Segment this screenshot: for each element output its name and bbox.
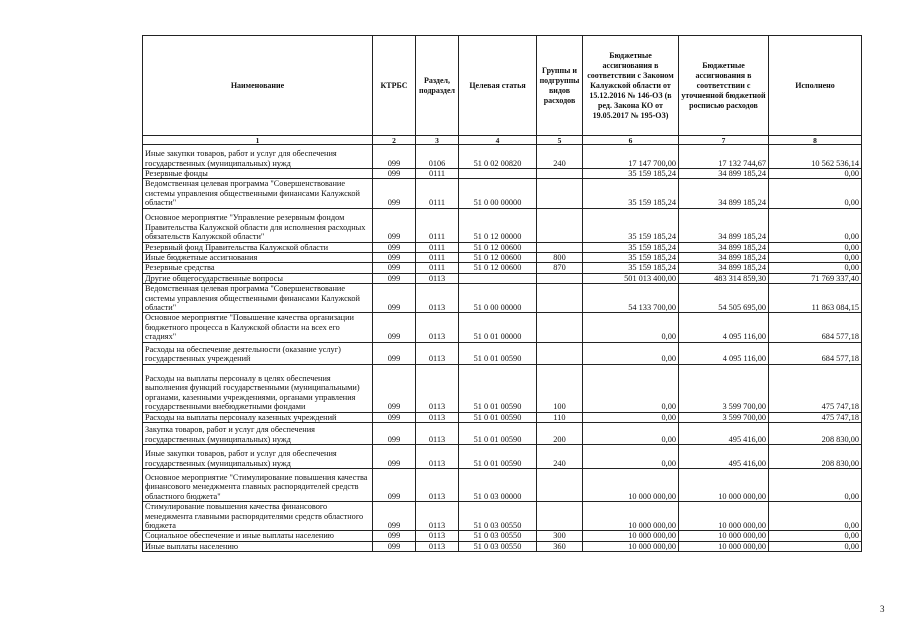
row-executed-amount: 0,00 xyxy=(769,242,862,252)
table-row xyxy=(143,253,862,263)
header-num-6: 6 xyxy=(583,136,679,145)
row-refined-amount: 4 095 116,00 xyxy=(679,342,769,364)
row-refined-amount: 34 899 185,24 xyxy=(679,242,769,252)
table-row xyxy=(143,541,862,551)
row-target: 51 0 03 00550 xyxy=(459,541,537,551)
row-target: 51 0 00 00000 xyxy=(459,284,537,313)
budget-table-container xyxy=(142,35,862,552)
row-refined-amount: 495 416,00 xyxy=(679,423,769,445)
row-name: Иные бюджетные ассигнования xyxy=(143,253,373,263)
page-number: 3 xyxy=(880,604,885,614)
table-row xyxy=(143,273,862,283)
table-row xyxy=(143,423,862,445)
row-section: 0111 xyxy=(416,179,459,208)
row-executed-amount: 0,00 xyxy=(769,502,862,531)
row-section: 0113 xyxy=(416,445,459,469)
row-group xyxy=(537,469,583,502)
row-executed-amount: 0,00 xyxy=(769,531,862,541)
row-refined-amount: 3 599 700,00 xyxy=(679,364,769,412)
row-group: 360 xyxy=(537,541,583,551)
row-law-amount: 10 000 000,00 xyxy=(583,469,679,502)
row-executed-amount: 0,00 xyxy=(769,253,862,263)
row-law-amount: 10 000 000,00 xyxy=(583,531,679,541)
row-ktrbs: 099 xyxy=(373,169,416,179)
table-row xyxy=(143,364,862,412)
row-group: 300 xyxy=(537,531,583,541)
table-row xyxy=(143,284,862,313)
row-group xyxy=(537,179,583,208)
row-refined-amount: 495 416,00 xyxy=(679,445,769,469)
row-refined-amount: 54 505 695,00 xyxy=(679,284,769,313)
table-row xyxy=(143,313,862,342)
table-row xyxy=(143,179,862,208)
row-refined-amount: 34 899 185,24 xyxy=(679,169,769,179)
table-body xyxy=(143,145,862,552)
table-row xyxy=(143,242,862,252)
row-law-amount: 501 013 400,00 xyxy=(583,273,679,283)
row-executed-amount: 208 830,00 xyxy=(769,423,862,445)
table-row xyxy=(143,145,862,169)
table-row xyxy=(143,263,862,273)
row-group xyxy=(537,273,583,283)
row-name: Закупка товаров, работ и услуг для обеспечения государственных (муниципальных) нужд xyxy=(143,423,373,445)
row-target xyxy=(459,273,537,283)
row-ktrbs: 099 xyxy=(373,263,416,273)
row-refined-amount: 483 314 859,30 xyxy=(679,273,769,283)
row-executed-amount: 0,00 xyxy=(769,263,862,273)
row-group xyxy=(537,342,583,364)
row-section: 0111 xyxy=(416,169,459,179)
table-row xyxy=(143,412,862,422)
row-ktrbs: 099 xyxy=(373,445,416,469)
row-executed-amount: 475 747,18 xyxy=(769,364,862,412)
header-section: Раздел, подраздел xyxy=(416,36,459,136)
row-ktrbs: 099 xyxy=(373,364,416,412)
row-ktrbs: 099 xyxy=(373,342,416,364)
row-name: Другие общегосударственные вопросы xyxy=(143,273,373,283)
row-target: 51 0 01 00590 xyxy=(459,423,537,445)
row-section: 0113 xyxy=(416,423,459,445)
row-refined-amount: 4 095 116,00 xyxy=(679,313,769,342)
row-ktrbs: 099 xyxy=(373,541,416,551)
row-ktrbs: 099 xyxy=(373,242,416,252)
row-target xyxy=(459,169,537,179)
row-refined-amount: 10 000 000,00 xyxy=(679,469,769,502)
row-target: 51 0 02 00820 xyxy=(459,145,537,169)
row-name: Резервные средства xyxy=(143,263,373,273)
row-group: 800 xyxy=(537,253,583,263)
row-refined-amount: 34 899 185,24 xyxy=(679,179,769,208)
row-ktrbs: 099 xyxy=(373,502,416,531)
row-group xyxy=(537,208,583,242)
row-name: Ведомственная целевая программа "Совершенствование системы управления общественными финансами Калужской области" xyxy=(143,179,373,208)
row-target: 51 0 01 00590 xyxy=(459,364,537,412)
row-section: 0113 xyxy=(416,469,459,502)
row-law-amount: 54 133 700,00 xyxy=(583,284,679,313)
row-law-amount: 0,00 xyxy=(583,364,679,412)
row-target: 51 0 03 00550 xyxy=(459,531,537,541)
row-executed-amount: 684 577,18 xyxy=(769,313,862,342)
row-law-amount: 35 159 185,24 xyxy=(583,179,679,208)
table-row xyxy=(143,208,862,242)
row-refined-amount: 10 000 000,00 xyxy=(679,531,769,541)
row-group: 200 xyxy=(537,423,583,445)
row-ktrbs: 099 xyxy=(373,423,416,445)
row-section: 0113 xyxy=(416,531,459,541)
row-executed-amount: 684 577,18 xyxy=(769,342,862,364)
row-law-amount: 0,00 xyxy=(583,313,679,342)
header-num-2: 2 xyxy=(373,136,416,145)
row-group xyxy=(537,242,583,252)
header-name: Наименование xyxy=(143,36,373,136)
row-name: Основное мероприятие "Стимулирование повышения качества финансового менеджмента главных распорядителей средств областного бюджета" xyxy=(143,469,373,502)
header-num-8: 8 xyxy=(769,136,862,145)
row-executed-amount: 0,00 xyxy=(769,541,862,551)
row-section: 0111 xyxy=(416,263,459,273)
row-target: 51 0 01 00590 xyxy=(459,445,537,469)
row-refined-amount: 17 132 744,67 xyxy=(679,145,769,169)
table-row xyxy=(143,531,862,541)
row-ktrbs: 099 xyxy=(373,531,416,541)
row-law-amount: 35 159 185,24 xyxy=(583,242,679,252)
row-target: 51 0 12 00600 xyxy=(459,242,537,252)
row-section: 0113 xyxy=(416,502,459,531)
row-section: 0106 xyxy=(416,145,459,169)
row-refined-amount: 34 899 185,24 xyxy=(679,208,769,242)
row-law-amount: 17 147 700,00 xyxy=(583,145,679,169)
row-name: Резервные фонды xyxy=(143,169,373,179)
row-law-amount: 0,00 xyxy=(583,412,679,422)
row-executed-amount: 0,00 xyxy=(769,179,862,208)
header-law-assignments: Бюджетные ассигнования в соответствии с Законом Калужской области от 15.12.2016 № 146-ОЗ (в ред. Закона КО от 19.05.2017 № 195-ОЗ) xyxy=(583,36,679,136)
budget-table xyxy=(142,35,862,552)
table-row xyxy=(143,169,862,179)
table-row xyxy=(143,445,862,469)
table-row xyxy=(143,469,862,502)
row-name: Иные закупки товаров, работ и услуг для обеспечения государственных (муниципальных) нужд xyxy=(143,445,373,469)
row-name: Социальное обеспечение и иные выплаты населению xyxy=(143,531,373,541)
header-num-1: 1 xyxy=(143,136,373,145)
row-target: 51 0 00 00000 xyxy=(459,179,537,208)
row-executed-amount: 71 769 337,40 xyxy=(769,273,862,283)
row-target: 51 0 12 00000 xyxy=(459,208,537,242)
row-law-amount: 35 159 185,24 xyxy=(583,263,679,273)
row-group: 870 xyxy=(537,263,583,273)
row-section: 0111 xyxy=(416,253,459,263)
row-name: Иные выплаты населению xyxy=(143,541,373,551)
row-name: Иные закупки товаров, работ и услуг для обеспечения государственных (муниципальных) нужд xyxy=(143,145,373,169)
row-target: 51 0 12 00600 xyxy=(459,263,537,273)
row-section: 0113 xyxy=(416,412,459,422)
row-section: 0113 xyxy=(416,364,459,412)
row-executed-amount: 475 747,18 xyxy=(769,412,862,422)
row-executed-amount: 0,00 xyxy=(769,208,862,242)
header-num-7: 7 xyxy=(679,136,769,145)
row-section: 0111 xyxy=(416,208,459,242)
row-law-amount: 0,00 xyxy=(583,423,679,445)
row-section: 0113 xyxy=(416,284,459,313)
row-group: 100 xyxy=(537,364,583,412)
row-ktrbs: 099 xyxy=(373,469,416,502)
row-law-amount: 10 000 000,00 xyxy=(583,502,679,531)
row-group: 240 xyxy=(537,445,583,469)
row-name: Основное мероприятие "Управление резервным фондом Правительства Калужской области для исполнения расходных обязательств Калужской области" xyxy=(143,208,373,242)
row-law-amount: 35 159 185,24 xyxy=(583,253,679,263)
row-executed-amount: 208 830,00 xyxy=(769,445,862,469)
row-law-amount: 0,00 xyxy=(583,342,679,364)
table-row xyxy=(143,502,862,531)
row-name: Основное мероприятие "Повышение качества организации бюджетного процесса в Калужской области на всех его стадиях" xyxy=(143,313,373,342)
row-group xyxy=(537,502,583,531)
header-num-3: 3 xyxy=(416,136,459,145)
row-target: 51 0 12 00600 xyxy=(459,253,537,263)
row-executed-amount: 10 562 536,14 xyxy=(769,145,862,169)
header-groups: Группы и подгруппы видов расходов xyxy=(537,36,583,136)
row-law-amount: 0,00 xyxy=(583,445,679,469)
row-section: 0113 xyxy=(416,313,459,342)
row-target: 51 0 01 00000 xyxy=(459,313,537,342)
header-num-5: 5 xyxy=(537,136,583,145)
row-name: Расходы на выплаты персоналу казенных учреждений xyxy=(143,412,373,422)
row-refined-amount: 10 000 000,00 xyxy=(679,502,769,531)
row-name: Стимулирование повышения качества финансового менеджмента главными распорядителями средств областного бюджета xyxy=(143,502,373,531)
header-refined-assignments: Бюджетные ассигнования в соответствии с уточненной бюджетной росписью расходов xyxy=(679,36,769,136)
row-law-amount: 35 159 185,24 xyxy=(583,208,679,242)
row-group xyxy=(537,169,583,179)
row-ktrbs: 099 xyxy=(373,253,416,263)
row-ktrbs: 099 xyxy=(373,145,416,169)
row-executed-amount: 0,00 xyxy=(769,169,862,179)
row-group: 240 xyxy=(537,145,583,169)
row-section: 0111 xyxy=(416,242,459,252)
header-target: Целевая статья xyxy=(459,36,537,136)
header-num-4: 4 xyxy=(459,136,537,145)
row-refined-amount: 34 899 185,24 xyxy=(679,253,769,263)
row-ktrbs: 099 xyxy=(373,208,416,242)
row-section: 0113 xyxy=(416,342,459,364)
row-group xyxy=(537,313,583,342)
row-name: Резервный фонд Правительства Калужской области xyxy=(143,242,373,252)
row-target: 51 0 03 00000 xyxy=(459,469,537,502)
row-group: 110 xyxy=(537,412,583,422)
row-target: 51 0 03 00550 xyxy=(459,502,537,531)
row-refined-amount: 10 000 000,00 xyxy=(679,541,769,551)
row-executed-amount: 0,00 xyxy=(769,469,862,502)
row-name: Расходы на обеспечение деятельности (оказание услуг) государственных учреждений xyxy=(143,342,373,364)
header-ktrbs: КТРБС xyxy=(373,36,416,136)
row-ktrbs: 099 xyxy=(373,273,416,283)
row-refined-amount: 34 899 185,24 xyxy=(679,263,769,273)
row-law-amount: 10 000 000,00 xyxy=(583,541,679,551)
row-ktrbs: 099 xyxy=(373,313,416,342)
row-group xyxy=(537,284,583,313)
row-name: Расходы на выплаты персоналу в целях обеспечения выполнения функций государственными (муниципальными) органами, казенными учреждениями, органами управления государственными внебюджетными фондами xyxy=(143,364,373,412)
row-ktrbs: 099 xyxy=(373,179,416,208)
row-ktrbs: 099 xyxy=(373,412,416,422)
row-law-amount: 35 159 185,24 xyxy=(583,169,679,179)
header-executed: Исполнено xyxy=(769,36,862,136)
row-ktrbs: 099 xyxy=(373,284,416,313)
row-executed-amount: 11 863 084,15 xyxy=(769,284,862,313)
table-row xyxy=(143,342,862,364)
row-section: 0113 xyxy=(416,273,459,283)
row-section: 0113 xyxy=(416,541,459,551)
row-refined-amount: 3 599 700,00 xyxy=(679,412,769,422)
row-name: Ведомственная целевая программа "Совершенствование системы управления общественными финансами Калужской области" xyxy=(143,284,373,313)
row-target: 51 0 01 00590 xyxy=(459,412,537,422)
row-target: 51 0 01 00590 xyxy=(459,342,537,364)
